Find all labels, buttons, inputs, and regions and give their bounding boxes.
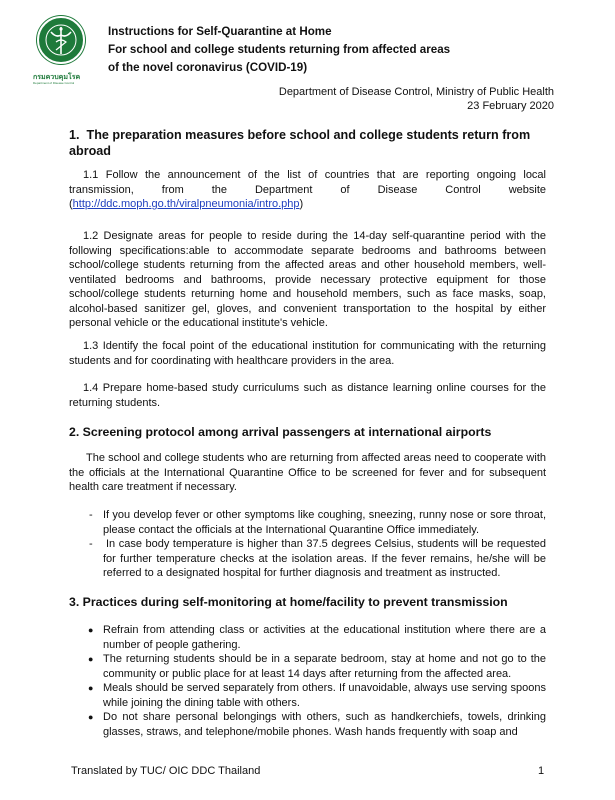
- intro-text: The school and college students who are returning from affected areas need to cooperate with the officials at the International Quarantine Office to be screened for fever and for subsequent health care treatment if necessary.: [69, 452, 546, 493]
- department-name: Department of Disease Control, Ministry of Public Health: [278, 86, 554, 98]
- list-item-text: The returning students should be in a separate bedroom, stay at home and not go to the community or public place for at least 14 days after returning from the affected area.: [103, 653, 546, 680]
- bullet-marker: ●: [88, 654, 94, 664]
- bullet-marker: ●: [88, 712, 94, 722]
- item-1-3: [69, 339, 546, 368]
- item-1-1: [69, 168, 546, 212]
- item-text: 1.4 Prepare home-based study curriculums such as distance learning online courses for the returning students.: [69, 382, 546, 409]
- page-number: 1: [538, 765, 545, 777]
- list-item: [69, 508, 546, 537]
- list-item: [69, 623, 546, 652]
- dash-marker: -: [89, 538, 93, 550]
- section-3-heading: [69, 594, 546, 610]
- list-item: [69, 681, 546, 710]
- logo-thai-text: กรมควบคุมโรค: [33, 74, 81, 81]
- item-1-4: [69, 381, 546, 410]
- list-item-text: In case body temperature is higher than 37.5 degrees Celsius, students will be requested for further temperature checks at the isolation areas. If the fever remains, he/she will be referred to a designated hospital for further diagnosis and treatment as instructed.: [103, 538, 546, 579]
- item-1-2: [69, 229, 546, 331]
- issue-date: 23 February 2020: [467, 100, 554, 112]
- list-item: [69, 652, 546, 681]
- section-2-heading: [69, 424, 546, 440]
- screening-list: [69, 508, 546, 581]
- section-heading-continuation: abroad: [69, 144, 111, 158]
- title-line: Instructions for Self-Quarantine at Home: [108, 25, 332, 38]
- section-heading-text: 2. Screening protocol among arrival passengers at international airports: [69, 425, 492, 439]
- bullet-marker: ●: [88, 625, 94, 635]
- section-heading-text: 3. Practices during self-monitoring at home/facility to prevent transmission: [69, 595, 508, 609]
- item-text: 1.2 Designate areas for people to reside during the 14-day self-quarantine period with the following specifications:able to accommodate separate bedrooms and bathrooms between school/college students returning from the affected areas and other household members, well-ventilated bedrooms and bathrooms, provide necessary protective equipment for those school/college students returning home and household members, such as face masks, soap, alcohol-based sanitizer gel, gloves, and convenient transportation to the hospital by either personal vehicle or the educational institute's vehicle.: [69, 230, 546, 329]
- list-item-text: If you develop fever or other symptoms like coughing, sneezing, runny nose or sore throat, please contact the officials at the International Quarantine Office immediately.: [103, 509, 546, 536]
- list-item: [69, 710, 546, 739]
- list-item-text: Meals should be served separately from others. If unavoidable, always use serving spoons while joining the dining table with others.: [103, 682, 546, 709]
- section-number: 1.: [69, 128, 80, 142]
- list-item-text: Do not share personal belongings with others, such as handkerchiefs, towels, drinking glasses, straws, and telephone/mobile phones. Wash hands frequently with soap and: [103, 711, 546, 738]
- item-text: 1.3 Identify the focal point of the educational institution for communicating with the returning students and for coordinating with healthcare providers in the area.: [69, 340, 546, 367]
- footer-credit: Translated by TUC/ OIC DDC Thailand: [71, 765, 261, 777]
- ddc-seal-icon: [37, 16, 85, 64]
- dash-marker: -: [89, 509, 93, 521]
- item-text-end: ): [299, 198, 304, 210]
- logo-english-text: Department of Disease Control: [33, 81, 75, 85]
- ddc-website-link[interactable]: http://ddc.moph.go.th/viralpneumonia/intro.php: [72, 198, 300, 210]
- title-line: of the novel coronavirus (COVID-19): [108, 61, 308, 74]
- list-item: [69, 537, 546, 581]
- document-title: [108, 23, 450, 77]
- section-heading-text: The preparation measures before school and college students return from: [86, 128, 531, 142]
- practices-list: [69, 623, 546, 739]
- list-item-text: Refrain from attending class or activities at the educational institution where there are a number of people gathering.: [103, 624, 546, 651]
- bullet-marker: ●: [88, 683, 94, 693]
- issuer-block: [279, 85, 554, 113]
- title-line: For school and college students returning from affected areas: [108, 43, 451, 56]
- section-2-intro: [69, 451, 546, 495]
- item-text: 1.1 Follow the announcement of the list of countries that are reporting ongoing local transmission, from the Department of Disease Control website (: [69, 169, 546, 210]
- section-1-heading: [69, 127, 546, 159]
- ddc-logo: [33, 14, 85, 94]
